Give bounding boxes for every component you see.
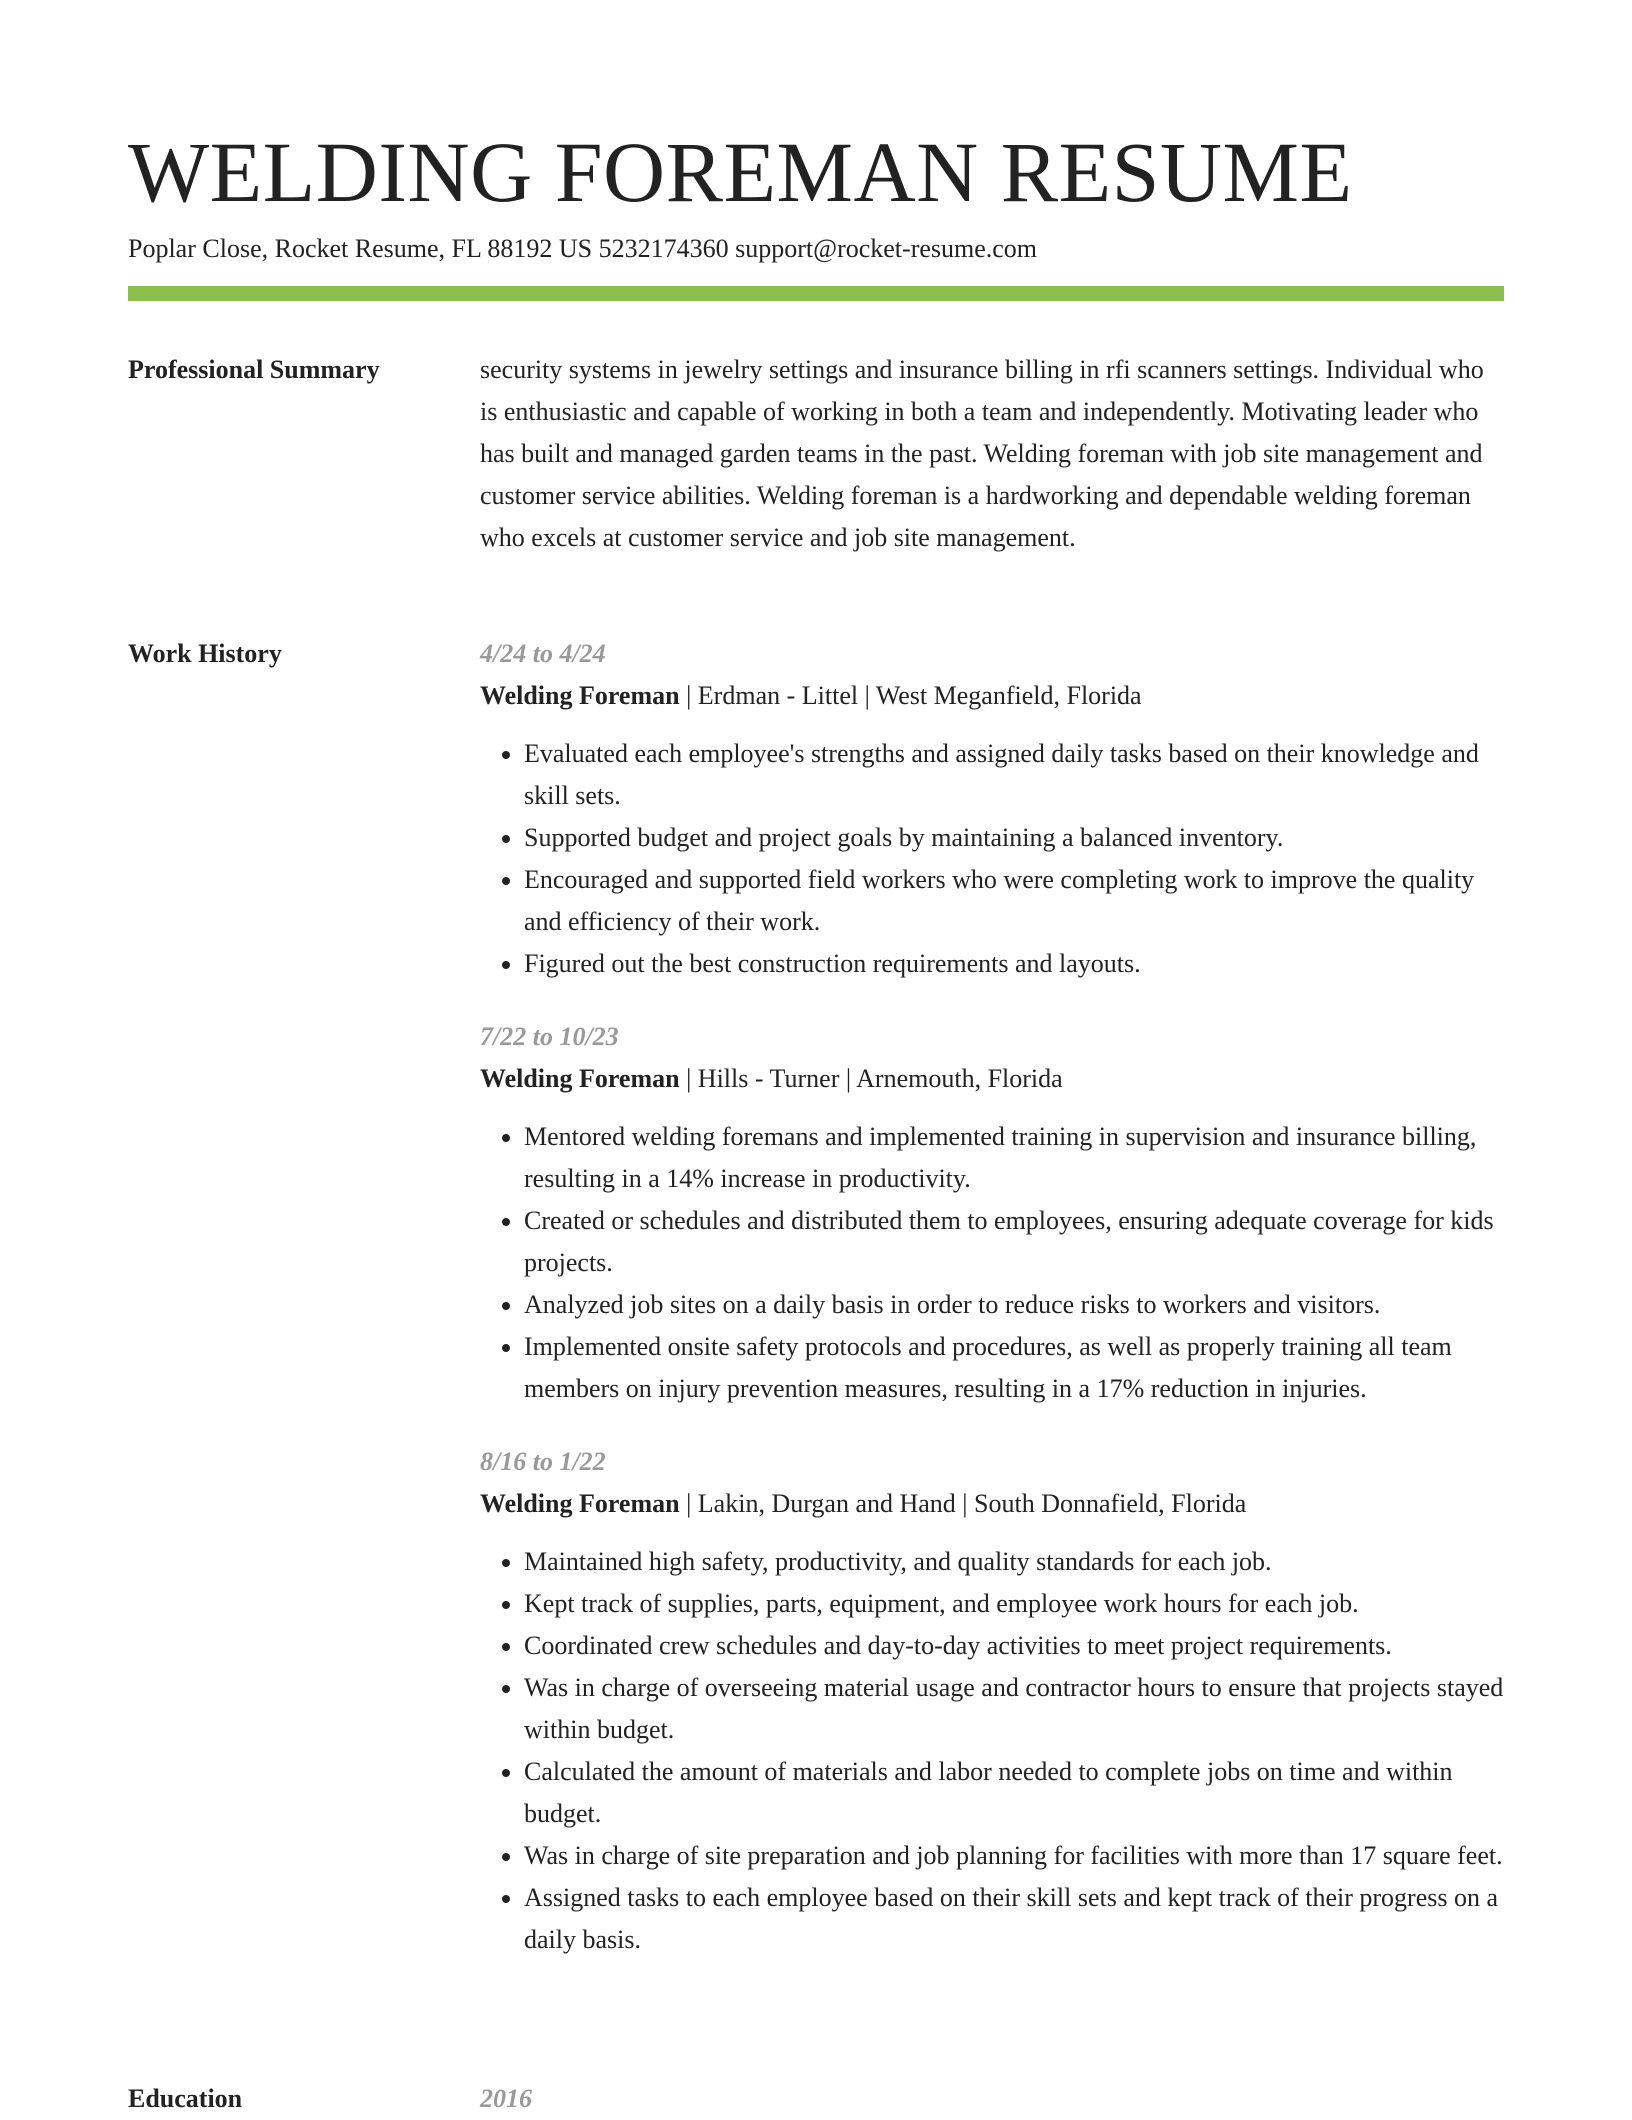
job-bullet: • Created or schedules and distributed them to employees, ensuring adequate coverage for kids projects. [524,1200,1504,1284]
resume-title: WELDING FOREMAN RESUME [128,124,1353,220]
job-employer-location: | Lakin, Durgan and Hand | South Donnafield, Florida [679,1489,1247,1518]
job-employer-location: | Erdman - Littel | West Meganfield, Florida [679,681,1142,710]
job-dates: 8/16 to 1/22 [480,1447,606,1476]
job-bullet: • Mentored welding foremans and implemented training in supervision and insurance billing, resulting in a 14% increase in productivity. [524,1116,1504,1200]
job-bullet: • Maintained high safety, productivity, and quality standards for each job. [524,1541,1504,1583]
job-title-line [480,1483,1504,1525]
job-bullet: • Encouraged and supported field workers who were completing work to improve the quality and efficiency of their work. [524,859,1504,943]
job-entry [480,633,1504,985]
summary-body [480,349,1504,559]
education-dates: 2016 [480,2084,532,2113]
job-bullet: • Kept track of supplies, parts, equipment, and employee work hours for each job. [524,1583,1504,1625]
accent-divider [128,286,1504,301]
job-bullet: • Was in charge of overseeing material usage and contractor hours to ensure that projects stayed within budget. [524,1667,1504,1751]
job-bullet: • Evaluated each employee's strengths and assigned daily tasks based on their knowledge and skill sets. [524,733,1504,817]
job-bullet: • Coordinated crew schedules and day-to-day activities to meet project requirements. [524,1625,1504,1667]
job-bullets [480,733,1504,985]
section-heading-work-history: Work History [128,639,282,668]
job-title-line [480,675,1504,717]
job-bullet: • Analyzed job sites on a daily basis in order to reduce risks to workers and visitors. [524,1284,1504,1326]
job-entry [480,1441,1504,1961]
education-body [480,2078,1504,2120]
jobs-list [480,633,1504,1992]
job-role: Welding Foreman [480,1489,680,1518]
job-bullet: • Supported budget and project goals by maintaining a balanced inventory. [524,817,1504,859]
job-bullet: • Implemented onsite safety protocols and procedures, as well as properly training all team members on injury prevention measures, resulting in a 17% reduction in injuries. [524,1326,1504,1410]
section-heading-summary: Professional Summary [128,355,380,384]
section-heading-education: Education [128,2084,243,2113]
job-employer-location: | Hills - Turner | Arnemouth, Florida [679,1064,1063,1093]
job-bullet: • Was in charge of site preparation and job planning for facilities with more than 17 square feet. [524,1835,1504,1877]
job-dates: 7/22 to 10/23 [480,1022,619,1051]
contact-line: Poplar Close, Rocket Resume, FL 88192 US 5232174360 support@rocket-resume.com [128,234,1038,263]
summary-text: security systems in jewelry settings and insurance billing in rfi scanners settings. Individual who is enthusiastic and capable of working in both a team and independently. Motivating leader who has built and managed garden teams in the past. Welding foreman with job site management and customer service abilities. Welding foreman is a hardworking and dependable welding foreman who excels at customer service and job site management. [480,355,1484,552]
job-bullet: • Figured out the best construction requirements and layouts. [524,943,1504,985]
job-bullet: • Calculated the amount of materials and labor needed to complete jobs on time and within budget. [524,1751,1504,1835]
job-bullet: • Assigned tasks to each employee based on their skill sets and kept track of their progress on a daily basis. [524,1877,1504,1961]
job-title-line [480,1058,1504,1100]
job-role: Welding Foreman [480,1064,680,1093]
job-entry [480,1016,1504,1410]
job-bullets [480,1541,1504,1961]
job-bullets [480,1116,1504,1410]
job-role: Welding Foreman [480,681,680,710]
job-dates: 4/24 to 4/24 [480,639,606,668]
